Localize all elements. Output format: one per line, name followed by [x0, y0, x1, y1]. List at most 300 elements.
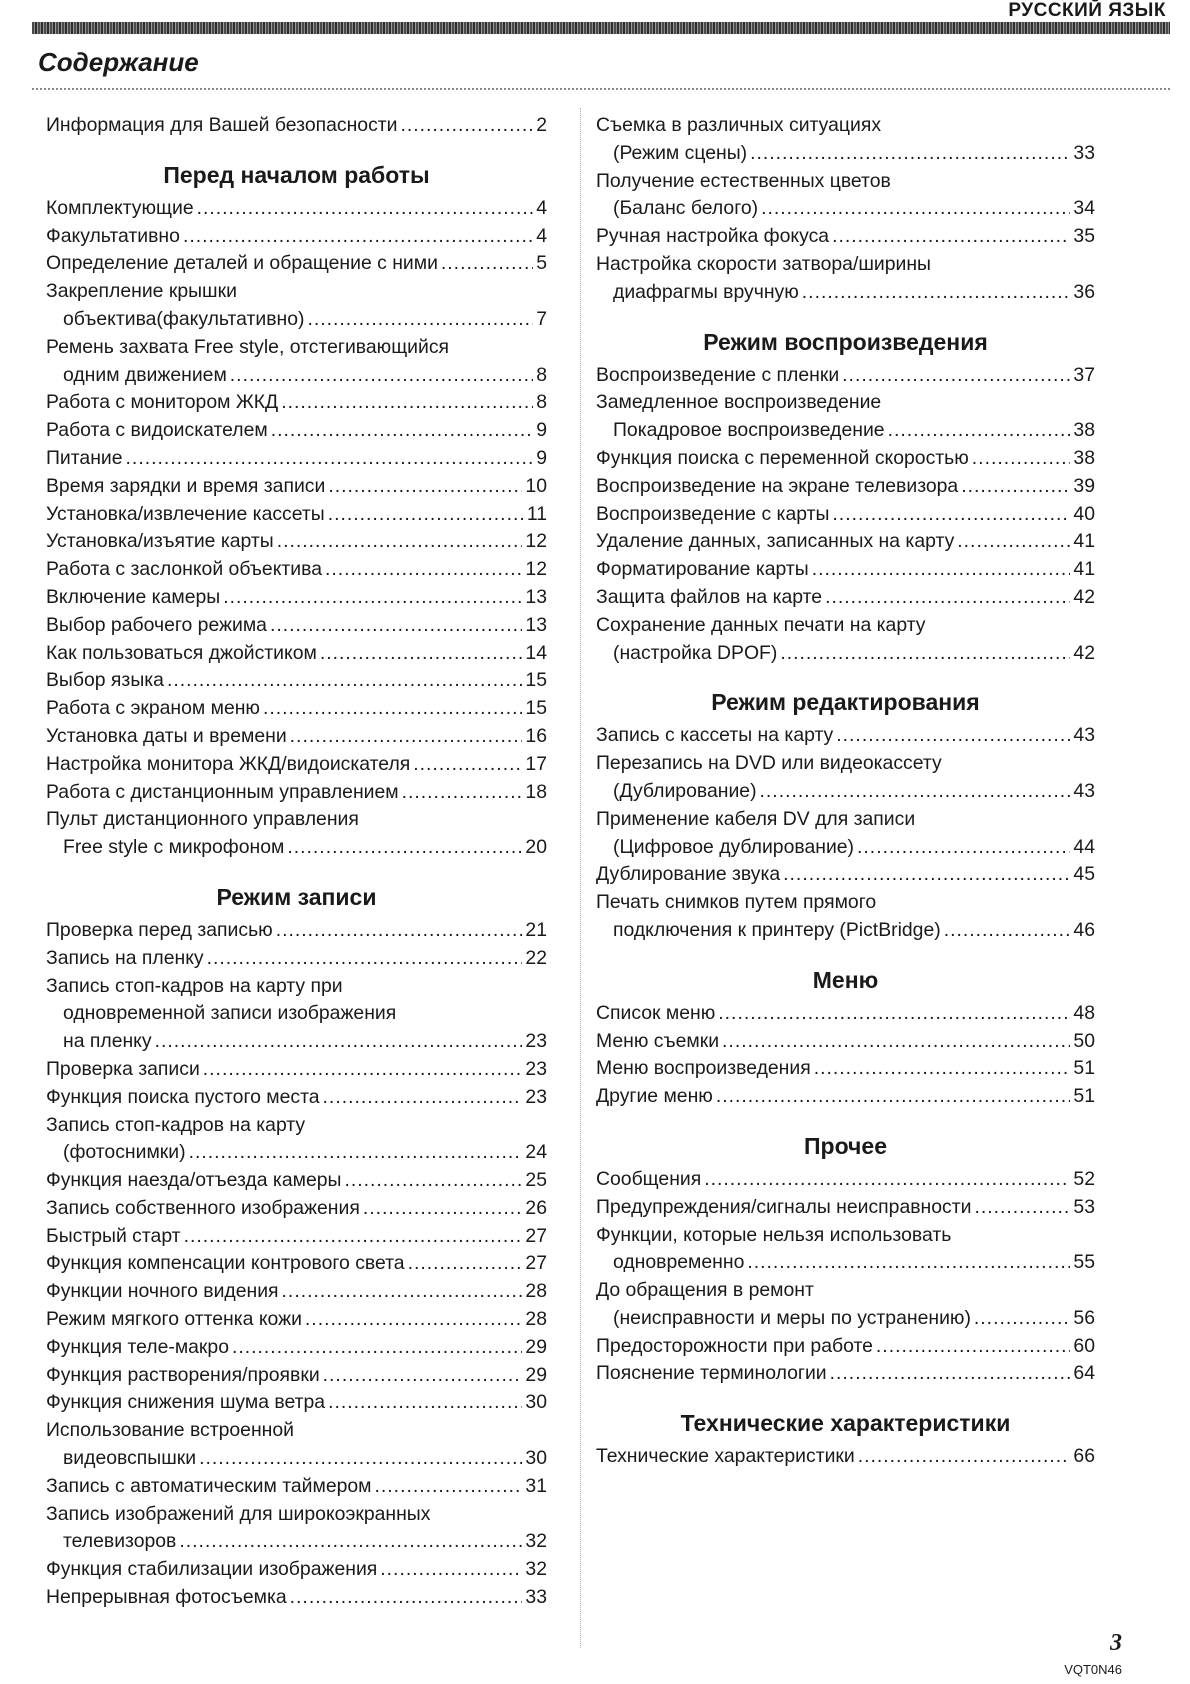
toc-entry-title: Комплектующие: [46, 196, 194, 219]
toc-entry[interactable]: [46, 112, 547, 140]
toc-entry[interactable]: [46, 1445, 547, 1473]
toc-leader-dots: [972, 445, 1071, 473]
toc-leader-dots: [722, 1028, 1070, 1056]
toc-entry-page: 12: [525, 530, 547, 553]
toc-entry-page: 36: [1073, 280, 1095, 303]
toc-entry[interactable]: [46, 1528, 547, 1556]
toc-entry-title: Настройка монитора ЖКД/видоискателя: [46, 752, 411, 775]
toc-entry[interactable]: [596, 861, 1095, 889]
toc-leader-dots: [328, 473, 522, 501]
toc-entry-page: 37: [1073, 363, 1095, 386]
section-heading: Режим редактирования: [711, 689, 980, 716]
toc-entry-page: 55: [1073, 1251, 1095, 1274]
toc-entry[interactable]: [46, 1334, 547, 1362]
toc-entry-page: 17: [525, 752, 547, 775]
toc-entry[interactable]: [46, 1556, 547, 1584]
toc-entry-page: 23: [525, 1057, 547, 1080]
toc-entry[interactable]: [596, 501, 1095, 529]
toc-entry[interactable]: [46, 1139, 547, 1167]
toc-entry-title: Предупреждения/сигналы неисправности: [596, 1195, 972, 1218]
toc-leader-dots: [832, 501, 1070, 529]
toc-entry-page: 64: [1073, 1362, 1095, 1385]
toc-entry-title: объектива(факультативно): [63, 307, 305, 330]
toc-entry-title: (Баланс белого): [613, 197, 759, 220]
toc-entry[interactable]: [596, 584, 1095, 612]
toc-leader-dots: [760, 778, 1071, 806]
toc-entry-page: 52: [1073, 1167, 1095, 1190]
toc-entry-title: телевизоров: [63, 1530, 177, 1553]
toc-leader-dots: [814, 1055, 1071, 1083]
toc-entry[interactable]: [46, 223, 547, 251]
toc-entry-title-line[interactable]: Настройка скорости затвора/ширины: [596, 252, 931, 275]
toc-entry[interactable]: [46, 1195, 547, 1223]
toc-leader-dots: [761, 195, 1070, 223]
toc-entry-title: Установка даты и времени: [46, 724, 287, 747]
toc-entry-title-line[interactable]: одновременной записи изображения: [63, 1002, 397, 1025]
toc-entry-page: 5: [536, 252, 547, 275]
toc-leader-dots: [179, 1528, 522, 1556]
toc-entry-title-line[interactable]: Применение кабеля DV для записи: [596, 807, 916, 830]
toc-entry[interactable]: [596, 1333, 1095, 1361]
toc-entry[interactable]: [596, 417, 1095, 445]
toc-entry-page: 24: [525, 1141, 547, 1164]
toc-entry-title-line[interactable]: Замедленное воспроизведение: [596, 391, 882, 414]
toc-leader-dots: [857, 834, 1070, 862]
section-heading: Технические характеристики: [680, 1410, 1011, 1437]
toc-leader-dots: [718, 1000, 1070, 1028]
toc-entry-page: 15: [525, 697, 547, 720]
title-divider: [32, 88, 1170, 92]
toc-leader-dots: [126, 445, 534, 473]
toc-entry-title: Факультативно: [46, 224, 180, 247]
toc-entry-page: 38: [1073, 419, 1095, 442]
toc-entry-title-line[interactable]: Съемка в различных ситуациях: [596, 114, 882, 136]
toc-entry-page: 27: [525, 1224, 547, 1247]
toc-entry[interactable]: [46, 250, 547, 278]
toc-entry-page: 33: [525, 1586, 547, 1609]
toc-entry-title-line[interactable]: Запись стоп-кадров на карту: [46, 1113, 306, 1136]
toc-entry[interactable]: [46, 1084, 547, 1112]
toc-entry-title: Функция поиска с переменной скоростью: [596, 446, 969, 469]
toc-entry-title: Время зарядки и время записи: [46, 474, 326, 497]
toc-entry[interactable]: [46, 723, 547, 751]
toc-entry-page: 42: [1073, 641, 1095, 664]
toc-entry[interactable]: [596, 279, 1095, 307]
toc-leader-dots: [974, 1305, 1071, 1333]
toc-entry-title: (фотоснимки): [63, 1141, 186, 1164]
toc-entry-page: 29: [525, 1363, 547, 1386]
toc-entry-page: 26: [525, 1196, 547, 1219]
toc-entry-page: 8: [536, 391, 547, 414]
toc-entry-title-line[interactable]: Получение естественных цветов: [596, 169, 891, 192]
toc-leader-dots: [747, 1249, 1070, 1277]
toc-entry-page: 39: [1073, 474, 1095, 497]
toc-entry-title-line[interactable]: Печать снимков путем прямого: [596, 891, 877, 914]
toc-entry-page: 33: [1073, 141, 1095, 164]
toc-entry-title-line[interactable]: Запись стоп-кадров на карту при: [46, 974, 343, 997]
toc-entry-title: Проверка перед записью: [46, 918, 273, 941]
toc-entry-title: Сообщения: [596, 1167, 702, 1190]
toc-entry-title: Пояснение терминологии: [596, 1362, 827, 1385]
toc-entry-page: 20: [525, 836, 547, 859]
toc-entry-title: Другие меню: [596, 1085, 713, 1108]
column-divider: [580, 108, 581, 1648]
toc-right-column: [596, 112, 1095, 1471]
toc-entry-page: 12: [525, 558, 547, 581]
toc-entry-page: 28: [525, 1308, 547, 1331]
toc-entry-title: Дублирование звука: [596, 863, 781, 886]
header-bar: [32, 22, 1170, 34]
toc-entry-title: Функция поиска пустого места: [46, 1085, 320, 1108]
toc-leader-dots: [836, 722, 1070, 750]
toc-leader-dots: [783, 861, 1070, 889]
toc-entry-title: Покадровое воспроизведение: [613, 419, 885, 442]
toc-entry-title: Запись с автоматическим таймером: [46, 1474, 372, 1497]
toc-entry[interactable]: [596, 834, 1095, 862]
toc-entry-title: Выбор рабочего режима: [46, 613, 267, 636]
toc-entry-title-line[interactable]: Перезапись на DVD или видеокассету: [596, 752, 942, 775]
toc-entry[interactable]: [596, 1028, 1095, 1056]
toc-leader-dots: [825, 584, 1070, 612]
toc-entry-title: (Цифровое дублирование): [613, 835, 855, 858]
toc-leader-dots: [189, 1139, 523, 1167]
toc-entry-title: Функция наезда/отъезда камеры: [46, 1169, 342, 1192]
toc-entry[interactable]: [46, 362, 547, 390]
toc-entry[interactable]: [46, 1584, 547, 1612]
toc-entry-title: Как пользоваться джойстиком: [46, 641, 317, 664]
toc-leader-dots: [290, 723, 523, 751]
toc-leader-dots: [802, 279, 1071, 307]
toc-entry[interactable]: [46, 779, 547, 807]
toc-leader-dots: [876, 1333, 1071, 1361]
toc-entry-title: Работа с видоискателем: [46, 419, 268, 442]
toc-entry-page: 9: [536, 419, 547, 442]
section-heading: Перед началом работы: [163, 161, 430, 188]
toc-entry[interactable]: [46, 473, 547, 501]
toc-entry[interactable]: [596, 528, 1095, 556]
toc-entry-page: 41: [1073, 558, 1095, 581]
page-number: 3: [1110, 1630, 1122, 1656]
toc-entry-title: Технические характеристики: [596, 1445, 855, 1468]
toc-entry-title: Функция теле-макро: [46, 1335, 229, 1358]
toc-entry[interactable]: [46, 445, 547, 473]
toc-leader-dots: [408, 1250, 523, 1278]
toc-leader-dots: [402, 779, 523, 807]
toc-entry[interactable]: [46, 1167, 547, 1195]
section-heading: Меню: [812, 966, 879, 993]
toc-entry[interactable]: [46, 1362, 547, 1390]
toc-entry-page: 30: [525, 1447, 547, 1470]
toc-entry-title: Запись с кассеты на карту: [596, 724, 834, 747]
toc-entry-page: 2: [536, 114, 547, 136]
toc-entry-title: Быстрый старт: [46, 1224, 181, 1247]
toc-entry-title: Воспроизведение на экране телевизора: [596, 474, 959, 497]
toc-leader-dots: [812, 556, 1071, 584]
toc-entry-page: 11: [526, 502, 547, 525]
toc-entry-title: Предосторожности при работе: [596, 1334, 873, 1357]
toc-leader-dots: [223, 584, 522, 612]
toc-entry[interactable]: [596, 1055, 1095, 1083]
toc-entry[interactable]: [596, 445, 1095, 473]
toc-leader-dots: [704, 1166, 1070, 1194]
toc-entry[interactable]: [596, 556, 1095, 584]
toc-entry-page: 46: [1073, 918, 1095, 941]
toc-entry-title: Определение деталей и обращение с ними: [46, 252, 438, 275]
toc-entry[interactable]: [596, 1083, 1095, 1111]
toc-entry-title: одним движением: [63, 363, 227, 386]
toc-entry[interactable]: [46, 751, 547, 779]
toc-entry-page: 27: [525, 1252, 547, 1275]
toc-entry[interactable]: [596, 195, 1095, 223]
toc-leader-dots: [197, 195, 534, 223]
toc-leader-dots: [441, 250, 533, 278]
toc-entry-title: Работа с заслонкой объектива: [46, 558, 322, 581]
toc-entry[interactable]: [596, 640, 1095, 668]
toc-entry-page: 43: [1073, 779, 1095, 802]
toc-entry-page: 32: [525, 1530, 547, 1553]
toc-entry[interactable]: [596, 1166, 1095, 1194]
toc-entry[interactable]: [46, 1473, 547, 1501]
toc-entry-title: на пленку: [63, 1030, 152, 1053]
toc-leader-dots: [380, 1556, 522, 1584]
toc-entry-title: Запись на пленку: [46, 946, 204, 969]
toc-entry-title: Включение камеры: [46, 585, 221, 608]
toc-entry-page: 28: [525, 1280, 547, 1303]
toc-entry[interactable]: [596, 362, 1095, 390]
toc-entry[interactable]: [596, 1194, 1095, 1222]
toc-leader-dots: [363, 1195, 523, 1223]
toc-entry-title: (неисправности и меры по устранению): [613, 1306, 971, 1329]
toc-entry-page: 42: [1073, 585, 1095, 608]
toc-entry[interactable]: [46, 528, 547, 556]
toc-entry-title-line[interactable]: Использование встроенной: [46, 1419, 294, 1442]
toc-entry-page: 29: [525, 1335, 547, 1358]
toc-entry-title: одновременно: [613, 1251, 745, 1274]
toc-entry-page: 16: [525, 724, 547, 747]
toc-entry[interactable]: [46, 1028, 547, 1056]
toc-leader-dots: [307, 306, 533, 334]
toc-entry-title: Установка/изъятие карты: [46, 530, 274, 553]
toc-leader-dots: [281, 389, 533, 417]
toc-leader-dots: [155, 1028, 523, 1056]
toc-leader-dots: [232, 1334, 522, 1362]
toc-entry-page: 18: [525, 780, 547, 803]
toc-leader-dots: [716, 1083, 1071, 1111]
section-heading: Режим воспроизведения: [703, 328, 988, 355]
toc-entry[interactable]: [596, 1443, 1095, 1471]
toc-leader-dots: [207, 945, 523, 973]
toc-leader-dots: [974, 1194, 1070, 1222]
toc-entry-title: Проверка записи: [46, 1057, 200, 1080]
toc-leader-dots: [858, 1443, 1071, 1471]
toc-leader-dots: [832, 223, 1070, 251]
toc-entry-title: Выбор языка: [46, 669, 164, 692]
toc-leader-dots: [750, 140, 1070, 168]
toc-leader-dots: [276, 917, 523, 945]
toc-entry-page: 25: [525, 1169, 547, 1192]
toc-entry[interactable]: [596, 140, 1095, 168]
toc-entry[interactable]: [596, 1360, 1095, 1388]
toc-entry[interactable]: [46, 1056, 547, 1084]
toc-leader-dots: [282, 1278, 523, 1306]
toc-entry[interactable]: [46, 834, 547, 862]
toc-entry-title: Воспроизведение с карты: [596, 502, 830, 525]
toc-entry-page: 15: [525, 669, 547, 692]
toc-entry-title: Работа с экраном меню: [46, 697, 260, 720]
toc-leader-dots: [961, 473, 1070, 501]
toc-entry[interactable]: [46, 1306, 547, 1334]
toc-entry-title: (Дублирование): [613, 779, 757, 802]
toc-entry-title: Работа с дистанционным управлением: [46, 780, 399, 803]
toc-entry-page: 13: [525, 613, 547, 636]
toc-entry-title-line[interactable]: Запись изображений для широкоэкранных: [46, 1502, 431, 1525]
toc-entry[interactable]: [596, 722, 1095, 750]
toc-entry-title: диафрагмы вручную: [613, 280, 799, 303]
section-heading: Прочее: [804, 1132, 887, 1159]
toc-entry-page: 60: [1073, 1334, 1095, 1357]
toc-leader-dots: [400, 112, 533, 140]
toc-leader-dots: [184, 1223, 523, 1251]
toc-entry-page: 50: [1073, 1029, 1095, 1052]
toc-entry-page: 13: [525, 585, 547, 608]
toc-entry-page: 9: [536, 446, 547, 469]
toc-entry-page: 38: [1073, 446, 1095, 469]
toc-entry-title: Работа с монитором ЖКД: [46, 391, 279, 414]
toc-entry[interactable]: [596, 1305, 1095, 1333]
page-title: Содержание: [38, 47, 199, 77]
toc-entry-page: 23: [525, 1030, 547, 1053]
toc-entry-title: Непрерывная фотосъемка: [46, 1586, 287, 1609]
toc-entry[interactable]: [596, 1000, 1095, 1028]
toc-entry-page: 41: [1073, 530, 1095, 553]
toc-entry[interactable]: [46, 1389, 547, 1417]
toc-entry-title: Питание: [46, 446, 123, 469]
toc-entry-title-line[interactable]: Закрепление крышки: [46, 280, 237, 303]
toc-entry-title: Функция компенсации контрового света: [46, 1252, 405, 1275]
toc-leader-dots: [830, 1360, 1071, 1388]
document-code: VQT0N46: [1064, 1662, 1122, 1677]
toc-entry[interactable]: [46, 695, 547, 723]
toc-entry-title-line[interactable]: До обращения в ремонт: [596, 1279, 814, 1302]
toc-entry-page: 51: [1073, 1085, 1095, 1108]
toc-entry[interactable]: [46, 667, 547, 695]
toc-leader-dots: [271, 417, 533, 445]
toc-entry[interactable]: [46, 306, 547, 334]
toc-leader-dots: [323, 1362, 523, 1390]
toc-entry[interactable]: [46, 640, 547, 668]
toc-leader-dots: [413, 751, 522, 779]
toc-entry-title: Функция растворения/проявки: [46, 1363, 320, 1386]
toc-entry[interactable]: [596, 223, 1095, 251]
toc-entry-page: 53: [1073, 1195, 1095, 1218]
toc-entry[interactable]: [46, 1278, 547, 1306]
toc-leader-dots: [375, 1473, 523, 1501]
toc-entry[interactable]: [46, 195, 547, 223]
toc-entry-title: Меню воспроизведения: [596, 1057, 811, 1080]
toc-entry-title-line[interactable]: Функции, которые нельзя использовать: [596, 1223, 952, 1246]
toc-leader-dots: [167, 667, 522, 695]
toc-entry-title: Функция снижения шума ветра: [46, 1391, 326, 1414]
toc-entry-page: 34: [1073, 197, 1095, 220]
toc-leader-dots: [328, 1389, 522, 1417]
toc-entry-page: 22: [525, 946, 547, 969]
toc-entry[interactable]: [46, 917, 547, 945]
toc-entry-page: 32: [525, 1558, 547, 1581]
toc-entry-title: Защита файлов на карте: [596, 585, 823, 608]
toc-leader-dots: [344, 1167, 522, 1195]
toc-leader-dots: [888, 417, 1071, 445]
toc-leader-dots: [957, 528, 1070, 556]
toc-entry-page: 45: [1073, 863, 1095, 886]
toc-entry[interactable]: [596, 917, 1095, 945]
toc-entry-title: (настройка DPOF): [613, 641, 778, 664]
toc-entry-page: 44: [1073, 835, 1095, 858]
toc-entry-title-line[interactable]: Пульт дистанционного управления: [46, 808, 359, 831]
toc-entry-page: 51: [1073, 1057, 1095, 1080]
toc-entry-page: 21: [525, 918, 547, 941]
toc-entry-page: 4: [536, 224, 547, 247]
toc-leader-dots: [277, 528, 523, 556]
toc-leader-dots: [842, 362, 1070, 390]
toc-entry-title: Информация для Вашей безопасности: [46, 114, 398, 136]
toc-entry-title: Форматирование карты: [596, 558, 809, 581]
toc-entry[interactable]: [596, 473, 1095, 501]
toc-entry-title: Функции ночного видения: [46, 1280, 279, 1303]
toc-entry-title-line[interactable]: Ремень захвата Free style, отстегивающийся: [46, 335, 450, 358]
toc-entry-page: 43: [1073, 724, 1095, 747]
toc-entry-title: Free style с микрофоном: [63, 836, 285, 859]
toc-entry-page: 30: [525, 1391, 547, 1414]
toc-entry-page: 40: [1073, 502, 1095, 525]
toc-entry[interactable]: [596, 778, 1095, 806]
toc-entry-title: Запись собственного изображения: [46, 1196, 360, 1219]
toc-entry-page: 66: [1073, 1445, 1095, 1468]
toc-entry-page: 48: [1073, 1001, 1095, 1024]
toc-left-column: [46, 112, 547, 1612]
toc-entry[interactable]: [46, 501, 547, 529]
toc-leader-dots: [199, 1445, 522, 1473]
section-heading: Режим записи: [216, 883, 377, 910]
toc-entry-title-line[interactable]: Сохранение данных печати на карту: [596, 613, 926, 636]
toc-entry-page: 31: [525, 1474, 547, 1497]
toc-entry-page: 8: [536, 363, 547, 386]
toc-entry-title: подключения к принтеру (PictBridge): [613, 918, 941, 941]
toc-leader-dots: [290, 1584, 523, 1612]
toc-entry-title: Воспроизведение с пленки: [596, 363, 840, 386]
toc-entry[interactable]: [46, 1223, 547, 1251]
toc-entry-title: Установка/извлечение кассеты: [46, 502, 325, 525]
toc-entry[interactable]: [46, 1250, 547, 1278]
toc-entry-title: Режим мягкого оттенка кожи: [46, 1308, 302, 1331]
language-label: РУССКИЙ ЯЗЫК: [1008, 0, 1166, 21]
toc-leader-dots: [270, 612, 522, 640]
toc-entry[interactable]: [46, 389, 547, 417]
toc-leader-dots: [183, 223, 533, 251]
toc-entry-title: Функция стабилизации изображения: [46, 1558, 378, 1581]
toc-leader-dots: [287, 834, 522, 862]
toc-entry[interactable]: [46, 945, 547, 973]
toc-entry[interactable]: [46, 417, 547, 445]
toc-entry[interactable]: [46, 584, 547, 612]
toc-leader-dots: [780, 640, 1070, 668]
toc-leader-dots: [944, 917, 1071, 945]
toc-leader-dots: [323, 1084, 523, 1112]
toc-entry-page: 56: [1073, 1306, 1095, 1329]
toc-entry[interactable]: [46, 556, 547, 584]
toc-entry[interactable]: [46, 612, 547, 640]
toc-entry[interactable]: [596, 1249, 1095, 1277]
toc-entry-title: Меню съемки: [596, 1029, 720, 1052]
